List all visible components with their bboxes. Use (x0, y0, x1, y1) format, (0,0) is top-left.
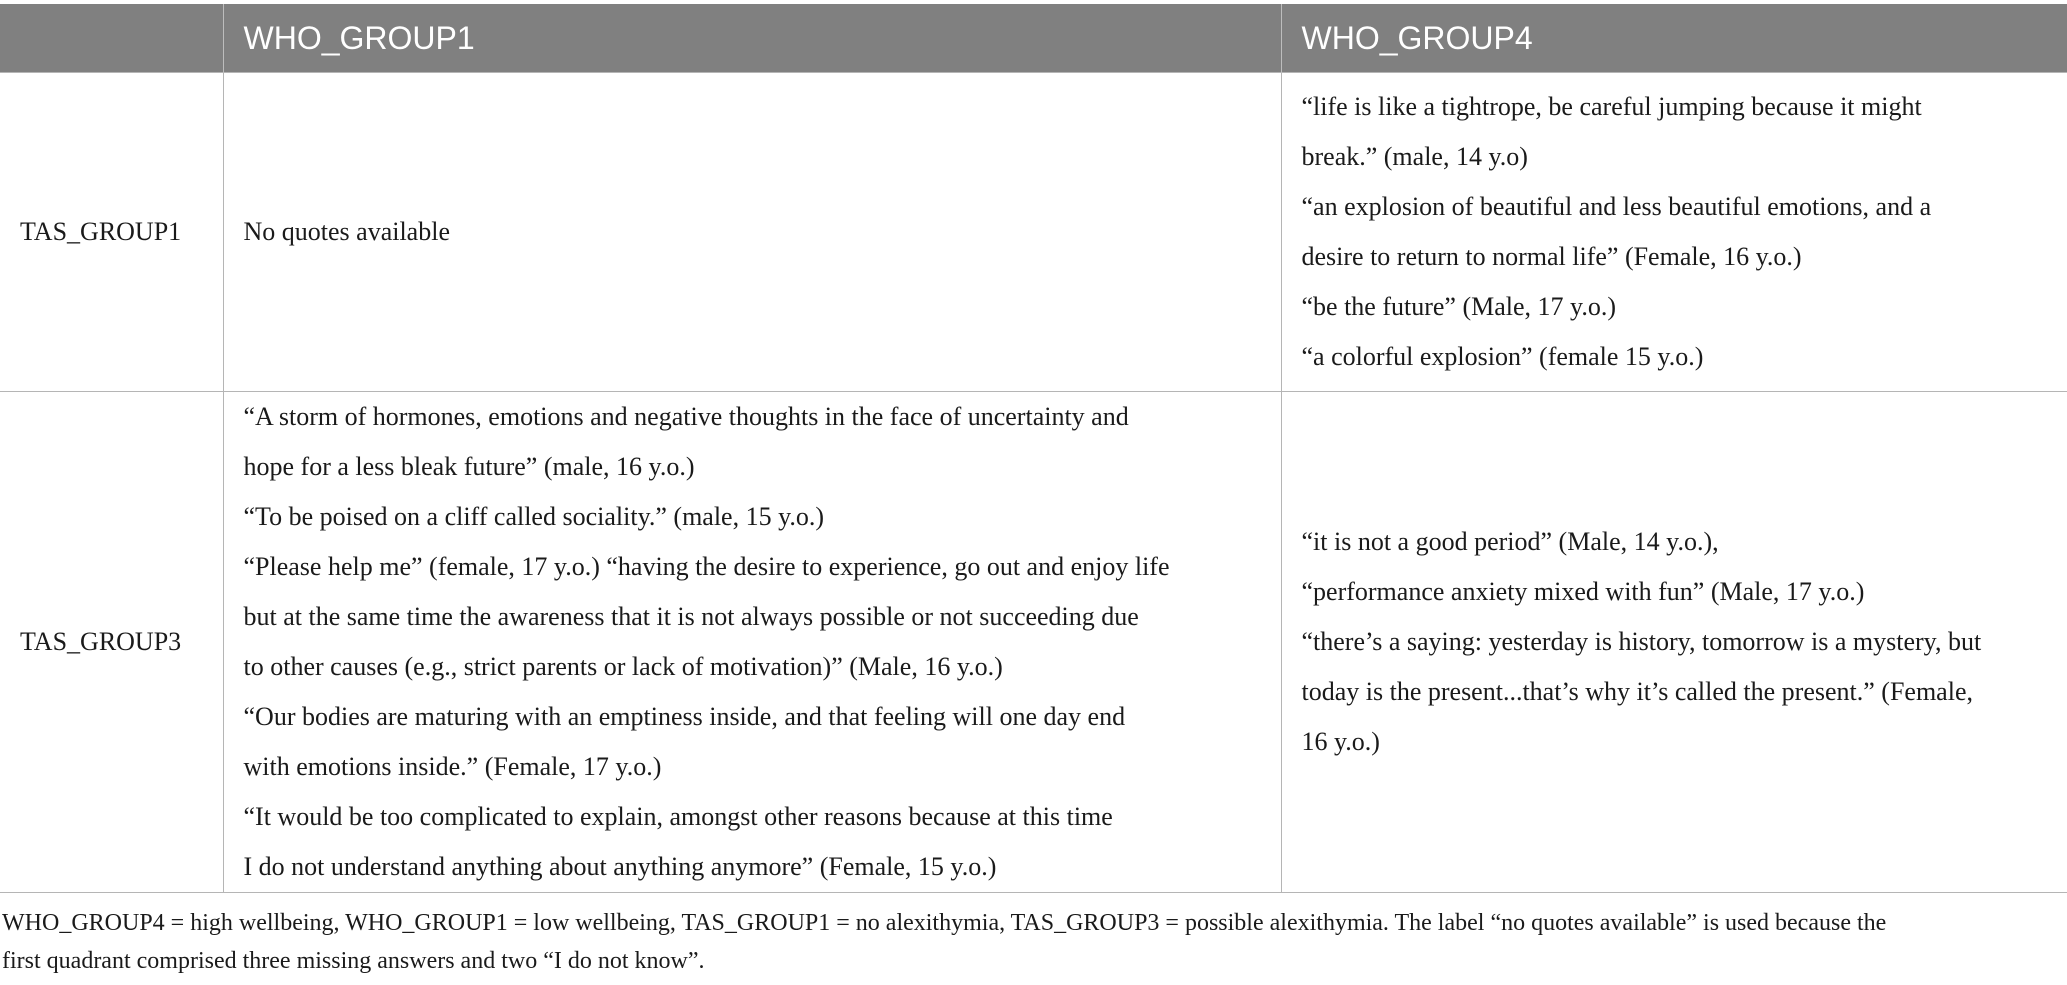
quote-line: “Our bodies are maturing with an emptiness inside, and that feeling will one day end (243, 702, 1126, 731)
quote-line: but at the same time the awareness that it is not always possible or not succeeding due (243, 602, 1139, 631)
quote-line: to other causes (e.g., strict parents or lack of motivation)” (Male, 16 y.o.) (243, 652, 1003, 681)
quote-line: “it is not a good period” (Male, 14 y.o.), (1301, 527, 1719, 556)
cell-tas3-who1 (223, 392, 1281, 893)
header-who-group4: WHO_GROUP4 (1281, 4, 2067, 73)
quote-line: hope for a less bleak future” (male, 16 y.o.) (243, 452, 695, 481)
quotes-table (0, 4, 2067, 893)
quote-line: “a colorful explosion” (female 15 y.o.) (1301, 342, 1704, 371)
cell-tas1-who4 (1281, 73, 2067, 392)
quote-line: “performance anxiety mixed with fun” (Male, 17 y.o.) (1301, 577, 1865, 606)
quote-line: with emotions inside.” (Female, 17 y.o.) (243, 752, 662, 781)
quote-line: today is the present...that’s why it’s called the present.” (Female, (1301, 677, 1973, 706)
table-footnote (2, 904, 2062, 980)
header-corner (0, 4, 223, 73)
table-row-tas-group1 (0, 73, 2067, 392)
quote-line: “A storm of hormones, emotions and negative thoughts in the face of uncertainty and (243, 402, 1129, 431)
quote-line: “To be poised on a cliff called sociality.” (male, 15 y.o.) (243, 502, 825, 531)
row-label-tas-group3: TAS_GROUP3 (0, 392, 223, 893)
footnote-line-1: WHO_GROUP4 = high wellbeing, WHO_GROUP1 = low wellbeing, TAS_GROUP1 = no alexithymia, TAS_GROUP3 = possible alexithymia. The label “no quotes available” is used because the (2, 910, 1887, 936)
row-label-tas-group1: TAS_GROUP1 (0, 73, 223, 392)
quote-line: “life is like a tightrope, be careful jumping because it might (1301, 92, 1922, 121)
quote-line: desire to return to normal life” (Female, 16 y.o.) (1301, 242, 1802, 271)
cell-tas3-who4 (1281, 392, 2067, 893)
quote-line: “an explosion of beautiful and less beautiful emotions, and a (1301, 192, 1932, 221)
quote-line: “be the future” (Male, 17 y.o.) (1301, 292, 1617, 321)
quote-line: “It would be too complicated to explain, amongst other reasons because at this time (243, 802, 1113, 831)
quote-line: 16 y.o.) (1301, 727, 1380, 756)
footnote-line-2: first quadrant comprised three missing answers and two “I do not know”. (2, 948, 705, 974)
quote-line: “there’s a saying: yesterday is history, tomorrow is a mystery, but (1301, 627, 1982, 656)
table-row-tas-group3 (0, 392, 2067, 893)
header-who-group1: WHO_GROUP1 (223, 4, 1281, 73)
quote-line: No quotes available (243, 217, 450, 246)
cell-tas1-who1 (223, 73, 1281, 392)
quote-line: break.” (male, 14 y.o) (1301, 142, 1528, 171)
header-row (0, 4, 2067, 73)
quote-line: “Please help me” (female, 17 y.o.) “having the desire to experience, go out and enjoy life (243, 552, 1170, 581)
quote-line: I do not understand anything about anything anymore” (Female, 15 y.o.) (243, 852, 997, 881)
